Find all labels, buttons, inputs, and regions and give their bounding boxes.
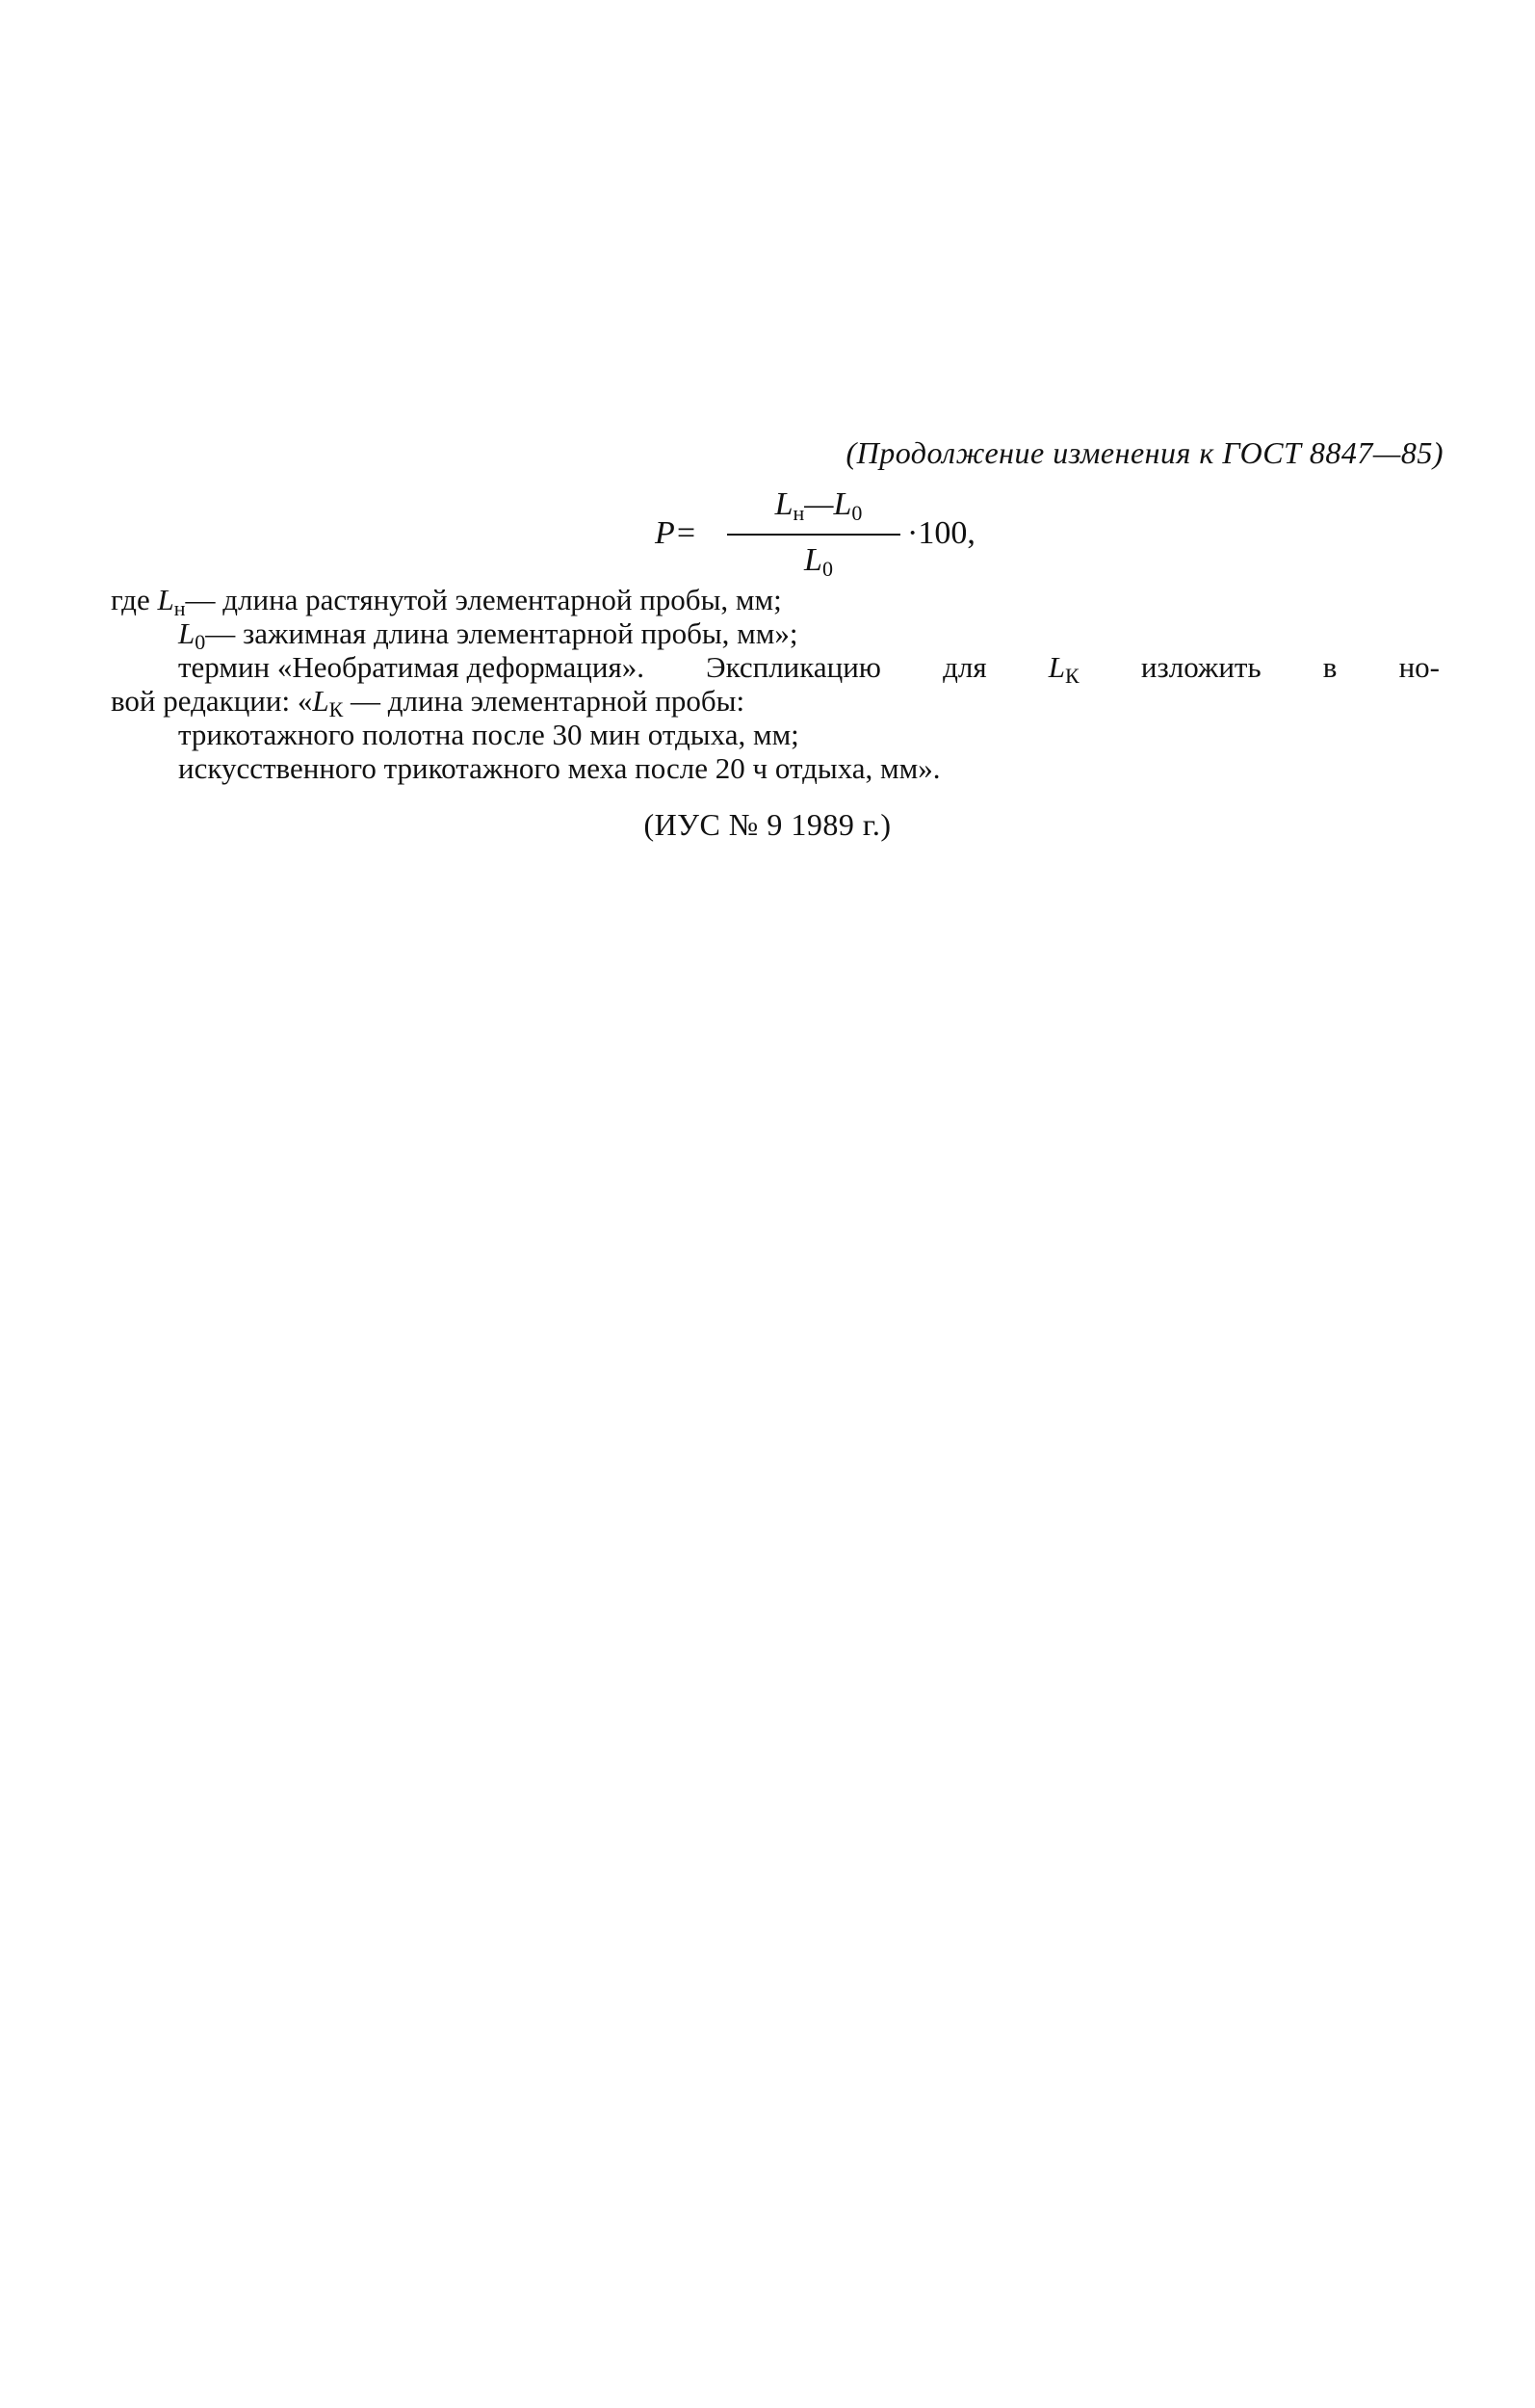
denominator-var-l: L bbox=[804, 542, 822, 578]
line-5-text: трикотажного полотна после 30 мин отдыха, мм; bbox=[178, 718, 799, 751]
numerator-sub-0: 0 bbox=[851, 501, 863, 525]
denominator-sub-0: 0 bbox=[821, 557, 833, 581]
fraction-bar bbox=[727, 534, 900, 536]
formula-block bbox=[655, 486, 1002, 583]
var-l-0-sub: 0 bbox=[195, 630, 206, 654]
formula-denominator bbox=[746, 542, 891, 582]
var-l-k: L bbox=[1048, 650, 1066, 684]
line-3-new: но- bbox=[1398, 650, 1440, 684]
text-line-4 bbox=[111, 684, 1440, 721]
line-6-text: искусственного трикотажного меха после 20 ч отдыха, мм». bbox=[178, 751, 941, 785]
line-4-text: вой редакции: « bbox=[111, 684, 313, 718]
where-word: где bbox=[111, 583, 150, 616]
ius-reference: (ИУС № 9 1989 г.) bbox=[643, 807, 892, 842]
formula-numerator bbox=[746, 486, 891, 526]
text-line-5 bbox=[111, 718, 1440, 751]
line-3-for: для bbox=[943, 650, 987, 684]
text-line-3 bbox=[111, 650, 1440, 688]
text-line-6 bbox=[111, 751, 1440, 785]
var-l-n-sub: н bbox=[173, 596, 186, 620]
line-2-text: — зажимная длина элементарной пробы, мм»; bbox=[205, 616, 798, 650]
explication-text bbox=[111, 583, 1440, 785]
var-l-k-sub: К bbox=[1065, 664, 1080, 688]
continuation-header: (Продолжение изменения к ГОСТ 8847—85) bbox=[846, 435, 1444, 470]
formula-lhs: P= bbox=[655, 515, 697, 551]
line-4-rest: — длина элементарной пробы: bbox=[343, 684, 745, 718]
text-line-2 bbox=[111, 616, 1440, 654]
var-l-n: L bbox=[157, 583, 174, 616]
line-1-text: — длина растянутой элементарной пробы, мм; bbox=[185, 583, 782, 616]
var-l-k-2-sub: К bbox=[328, 697, 344, 721]
line-3-in: в bbox=[1322, 650, 1338, 684]
numerator-var-l0: L bbox=[833, 486, 852, 522]
numerator-minus: — bbox=[804, 486, 834, 522]
numerator-sub-n: н bbox=[793, 501, 805, 525]
line-3-set-out: изложить bbox=[1140, 650, 1262, 684]
line-3-term: термин «Необратимая деформация». bbox=[178, 650, 644, 684]
line-3-explication: Экспликацию bbox=[706, 650, 881, 684]
var-l-0: L bbox=[178, 616, 195, 650]
var-l-k-2: L bbox=[312, 684, 329, 718]
numerator-var-l: L bbox=[774, 486, 794, 522]
text-line-1 bbox=[111, 583, 1440, 620]
formula-multiplier: ·100, bbox=[907, 515, 976, 551]
